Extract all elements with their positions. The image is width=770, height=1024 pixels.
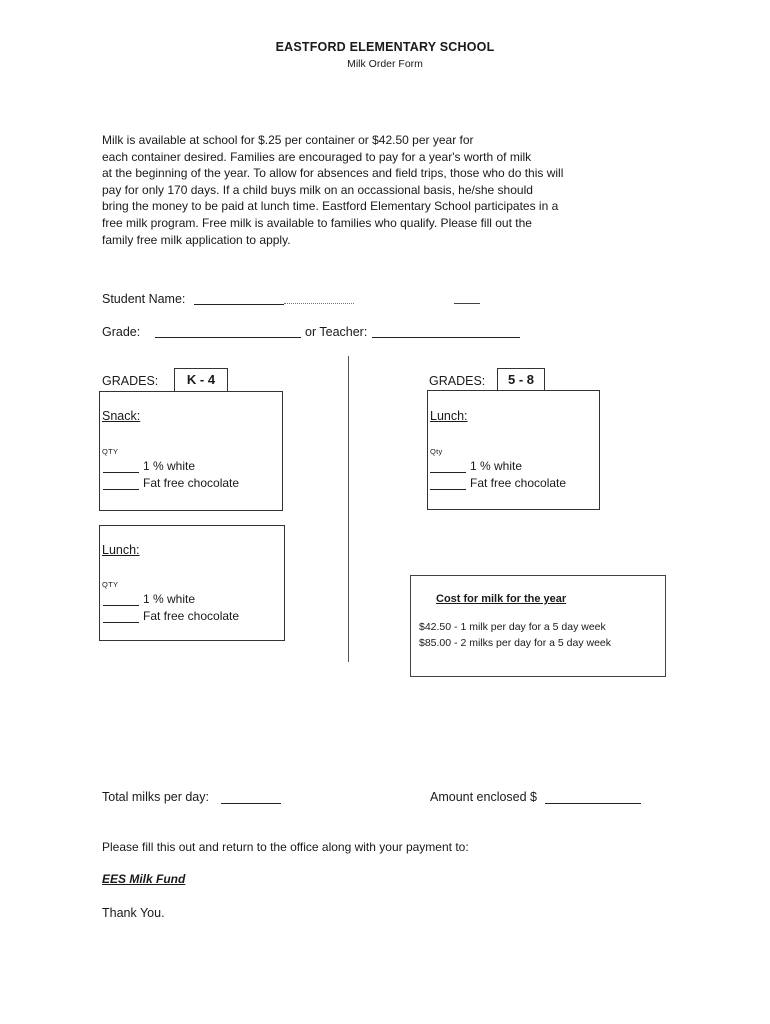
qty-field[interactable] — [430, 461, 466, 473]
qty-field[interactable] — [103, 478, 139, 490]
option-label: Fat free chocolate — [143, 476, 240, 490]
intro-line: pay for only 170 days. If a child buys milk on an occassional basis, he/she should — [102, 182, 533, 197]
intro-paragraph — [102, 132, 642, 248]
grades-tag-k4: K - 4 — [174, 368, 228, 394]
option-label: 1 % white — [143, 459, 196, 473]
intro-line: at the beginning of the year. To allow for absences and field trips, those who do this will — [102, 166, 564, 181]
school-name: EASTFORD ELEMENTARY SCHOOL — [275, 40, 495, 54]
qty-field[interactable] — [103, 461, 139, 473]
qty-field[interactable] — [103, 611, 139, 623]
grades-label-right: GRADES: — [429, 374, 486, 388]
option-label: 1 % white — [470, 459, 523, 473]
cost-line: $85.00 - 2 milks per day for a 5 day week — [419, 637, 612, 649]
qty-label: Qty — [430, 447, 443, 456]
teacher-label: or Teacher: — [305, 325, 368, 339]
qty-label: QTY — [102, 580, 119, 589]
option-row — [103, 459, 195, 473]
option-label: 1 % white — [143, 592, 196, 606]
intro-line: family free milk application to apply. — [102, 232, 291, 247]
teacher-field[interactable] — [372, 325, 520, 338]
intro-line: free milk program. Free milk is available to families who qualify. Please fill out the — [102, 215, 532, 230]
grades-label-left: GRADES: — [102, 374, 159, 388]
intro-line: each container desired. Families are encouraged to pay for a year's worth of milk — [102, 149, 532, 164]
lunch-title-k4: Lunch: — [102, 543, 140, 557]
option-row — [103, 592, 195, 606]
option-row — [430, 476, 566, 490]
qty-field[interactable] — [430, 478, 466, 490]
amount-enclosed-field[interactable] — [545, 791, 641, 804]
thank-you-text: Thank You. — [102, 906, 165, 920]
intro-line: Milk is available at school for $.25 per container or $42.50 per year for — [102, 133, 474, 147]
total-milks-field[interactable] — [221, 791, 281, 804]
intro-line: bring the money to be paid at lunch time. Eastford Elementary School participates in a — [102, 199, 559, 214]
milk-fund-name: EES Milk Fund — [102, 872, 186, 886]
option-row — [103, 476, 239, 490]
grades-tag-58: 5 - 8 — [497, 368, 545, 394]
cost-title: Cost for milk for the year — [436, 593, 567, 605]
cost-line: $42.50 - 1 milk per day for a 5 day week — [419, 621, 606, 633]
option-row — [430, 459, 522, 473]
qty-field[interactable] — [103, 594, 139, 606]
option-label: Fat free chocolate — [470, 476, 567, 490]
student-name-label: Student Name: — [102, 292, 186, 306]
grade-label: Grade: — [102, 325, 141, 339]
instructions-text: Please fill this out and return to the office along with your payment to: — [102, 840, 469, 854]
lunch-box-58 — [427, 390, 600, 510]
amount-enclosed-label: Amount enclosed $ — [430, 790, 538, 804]
lunch-title-58: Lunch: — [430, 409, 468, 423]
option-row — [103, 609, 239, 623]
total-milks-label: Total milks per day: — [102, 790, 209, 804]
student-name-field[interactable] — [194, 292, 284, 305]
form-title: Milk Order Form — [347, 58, 423, 70]
option-label: Fat free chocolate — [143, 609, 240, 623]
snack-title: Snack: — [102, 409, 141, 423]
grade-field[interactable] — [155, 325, 301, 338]
qty-label: QTY — [102, 447, 119, 456]
column-divider — [348, 356, 349, 662]
